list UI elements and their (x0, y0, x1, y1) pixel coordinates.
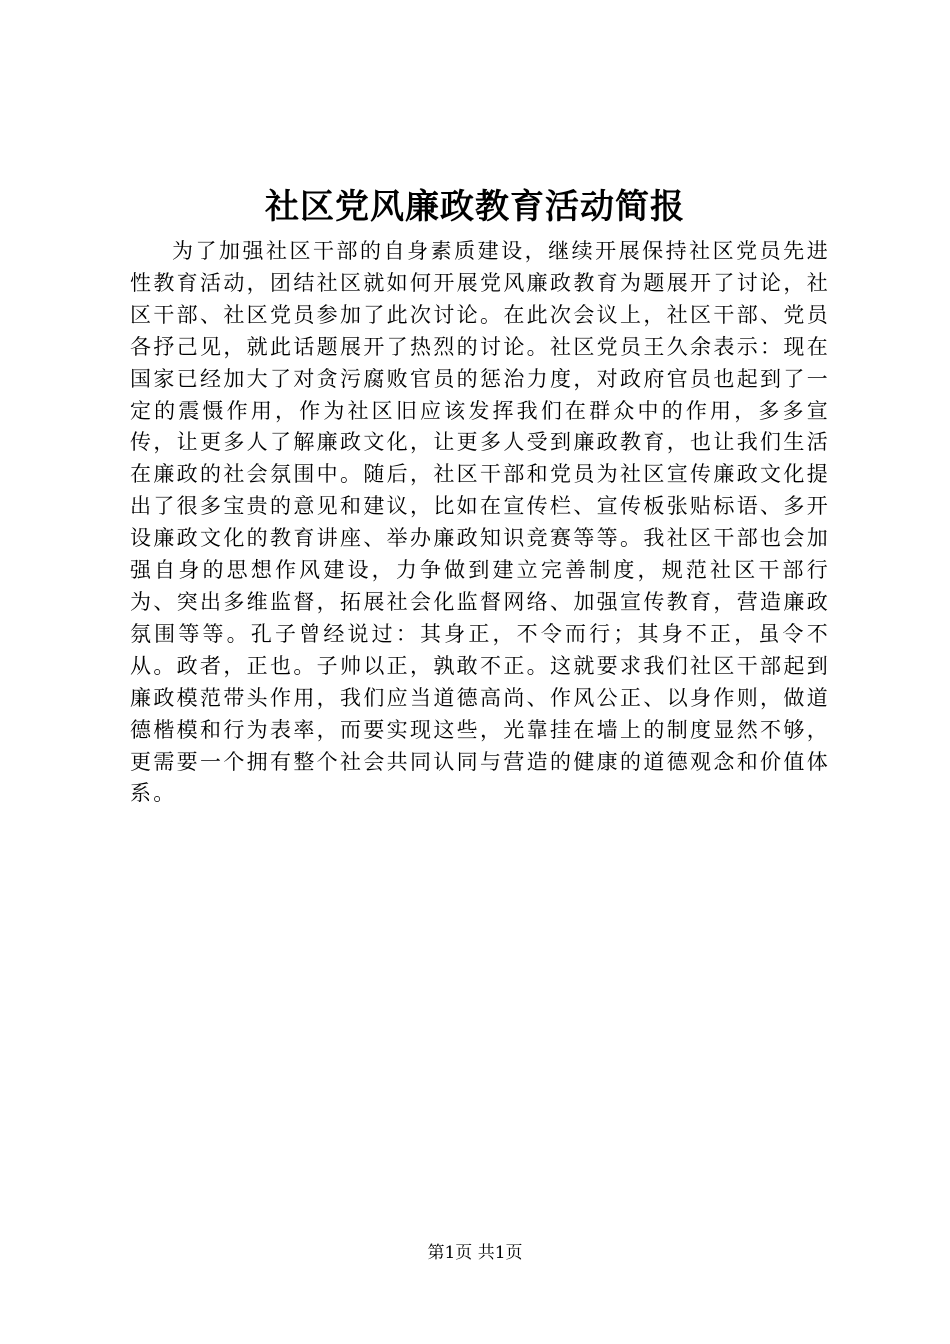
page-number-footer: 第1页 共1页 (427, 1243, 523, 1263)
document-title: 社区党风廉政教育活动简报 (265, 187, 685, 227)
document-body-paragraph: 为了加强社区干部的自身素质建设，继续开展保持社区党员先进性教育活动，团结社区就如何开展党风廉政教育为题展开了讨论，社区干部、社区党员参加了此次讨论。在此次会议上，社区干部、党员各抒己见，就此话题展开了热烈的讨论。社区党员王久余表示：现在国家已经加大了对贪污腐败官员的惩治力度，对政府官员也起到了一定的震慑作用，作为社区旧应该发挥我们在群众中的作用，多多宣传，让更多人了解廉政文化，让更多人受到廉政教育，也让我们生活在廉政的社会氛围中。随后，社区干部和党员为社区宣传廉政文化提出了很多宝贵的意见和建议，比如在宣传栏、宣传板张贴标语、多开设廉政文化的教育讲座、举办廉政知识竞赛等等。我社区干部也会加强自身的思想作风建设，力争做到建立完善制度，规范社区干部行为、突出多维监督，拓展社会化监督网络、加强宣传教育，营造廉政氛围等等。孔子曾经说过：其身正，不令而行；其身不正，虽令不从。政者，正也。子帅以正，孰敢不正。这就要求我们社区干部起到廉政模范带头作用，我们应当道德高尚、作风公正、以身作则，做道德楷模和行为表率，而要实现这些，光靠挂在墙上的制度显然不够，更需要一个拥有整个社会共同认同与营造的健康的道德观念和价值体系。 (130, 239, 830, 806)
